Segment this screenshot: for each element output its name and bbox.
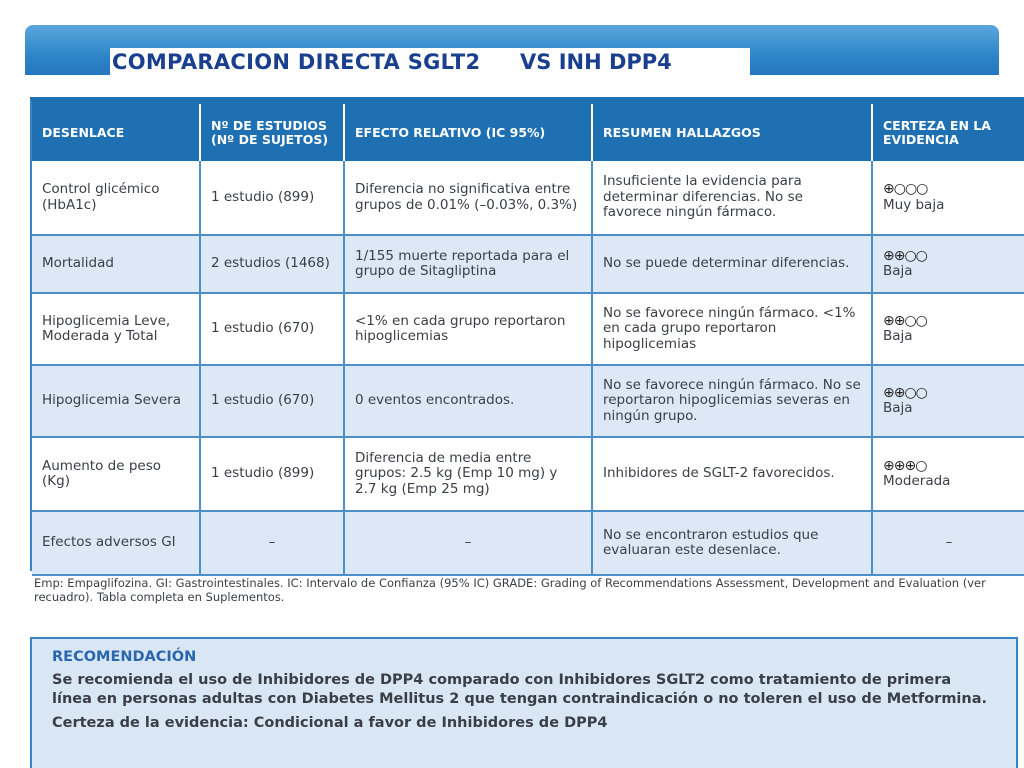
certainty-rating-icon: ⊕⊕○○ — [883, 384, 927, 401]
cell-summary: No se favorece ningún fármaco. <1% en cada grupo reportaron hipoglicemias — [592, 293, 872, 365]
cell-certainty — [872, 161, 1024, 235]
slide-title: COMPARACION DIRECTA SGLT2 — [110, 48, 530, 78]
cell-certainty — [872, 293, 1024, 365]
header-studies: Nº DE ESTUDIOS (Nº DE SUJETOS) — [200, 104, 344, 161]
recommendation-box — [30, 637, 1018, 768]
cell-certainty: – — [872, 511, 1024, 575]
certainty-label: Moderada — [883, 473, 951, 489]
slide-title-rest: VS INH DPP4 — [520, 48, 750, 78]
cell-effect: – — [344, 511, 592, 575]
cell-summary: Inhibidores de SGLT-2 favorecidos. — [592, 437, 872, 511]
cell-certainty — [872, 365, 1024, 437]
certainty-label: Baja — [883, 263, 913, 279]
cell-summary: Insuficiente la evidencia para determinar diferencias. No se favorece ningún fármaco. — [592, 161, 872, 235]
table-row — [32, 293, 1024, 365]
cell-outcome: Aumento de peso (Kg) — [32, 437, 200, 511]
comparison-table-container — [30, 97, 1024, 571]
cell-certainty — [872, 437, 1024, 511]
certainty-rating-icon: ⊕○○○ — [883, 181, 928, 197]
certainty-rating-icon: ⊕⊕⊕○ — [883, 457, 927, 474]
cell-certainty — [872, 235, 1024, 293]
cell-summary: No se favorece ningún fármaco. No se reportaron hipoglicemias severas en ningún grupo. — [592, 365, 872, 437]
table-row — [32, 161, 1024, 235]
cell-studies: 2 estudios (1468) — [200, 235, 344, 293]
cell-studies: 1 estudio (899) — [200, 161, 344, 235]
cell-outcome: Mortalidad — [32, 235, 200, 293]
cell-studies: 1 estudio (670) — [200, 365, 344, 437]
certainty-label: Muy baja — [883, 196, 945, 213]
cell-effect: Diferencia de media entre grupos: 2.5 kg (Emp 10 mg) y 2.7 kg (Emp 25 mg) — [344, 437, 592, 511]
table-footnote: Emp: Empaglifozina. GI: Gastrointestinales. IC: Intervalo de Confianza (95% IC) GRADE: Grading of Recommendations Assessment, Development and Evaluation (ver recuadro). Tabla completa en Suplementos. — [34, 576, 986, 604]
header-effect: EFECTO RELATIVO (IC 95%) — [344, 104, 592, 161]
certainty-label: Baja — [883, 328, 913, 344]
cell-outcome: Control glicémico (HbA1c) — [32, 161, 200, 235]
cell-effect: Diferencia no significativa entre grupos de 0.01% (–0.03%, 0.3%) — [344, 161, 592, 235]
table-row — [32, 365, 1024, 437]
certainty-label: Baja — [883, 400, 913, 416]
certainty-rating-icon: ⊕⊕○○ — [883, 312, 927, 329]
recommendation-title: RECOMENDACIÓN — [52, 649, 197, 665]
certainty-rating-icon: ⊕⊕○○ — [883, 247, 927, 264]
cell-effect: 0 eventos encontrados. — [344, 365, 592, 437]
header-summary: RESUMEN HALLAZGOS — [592, 104, 872, 161]
header-certainty: CERTEZA EN LA EVIDENCIA — [872, 104, 1024, 161]
comparison-table — [32, 104, 1024, 576]
cell-effect: <1% en cada grupo reportaron hipoglicemias — [344, 293, 592, 365]
cell-summary: No se encontraron estudios que evaluaran este desenlace. — [592, 511, 872, 575]
cell-outcome: Efectos adversos GI — [32, 511, 200, 575]
cell-outcome: Hipoglicemia Severa — [32, 365, 200, 437]
cell-effect: 1/155 muerte reportada para el grupo de Sitagliptina — [344, 235, 592, 293]
recommendation-text: Se recomienda el uso de Inhibidores de DPP4 comparado con Inhibidores SGLT2 como tratamiento de primera línea en personas adultas con Diabetes Mellitus 2 que tengan contraindicación o no toleren el uso de Metformina. — [52, 672, 988, 707]
table-row — [32, 511, 1024, 575]
cell-summary: No se puede determinar diferencias. — [592, 235, 872, 293]
cell-studies: – — [200, 511, 344, 575]
table-row — [32, 437, 1024, 511]
header-outcome: DESENLACE — [32, 104, 200, 161]
cell-studies: 1 estudio (670) — [200, 293, 344, 365]
recommendation-certainty: Certeza de la evidencia: Condicional a favor de Inhibidores de DPP4 — [52, 715, 608, 731]
cell-studies: 1 estudio (899) — [200, 437, 344, 511]
table-header-row — [32, 104, 1024, 161]
cell-outcome: Hipoglicemia Leve, Moderada y Total — [32, 293, 200, 365]
table-row — [32, 235, 1024, 293]
